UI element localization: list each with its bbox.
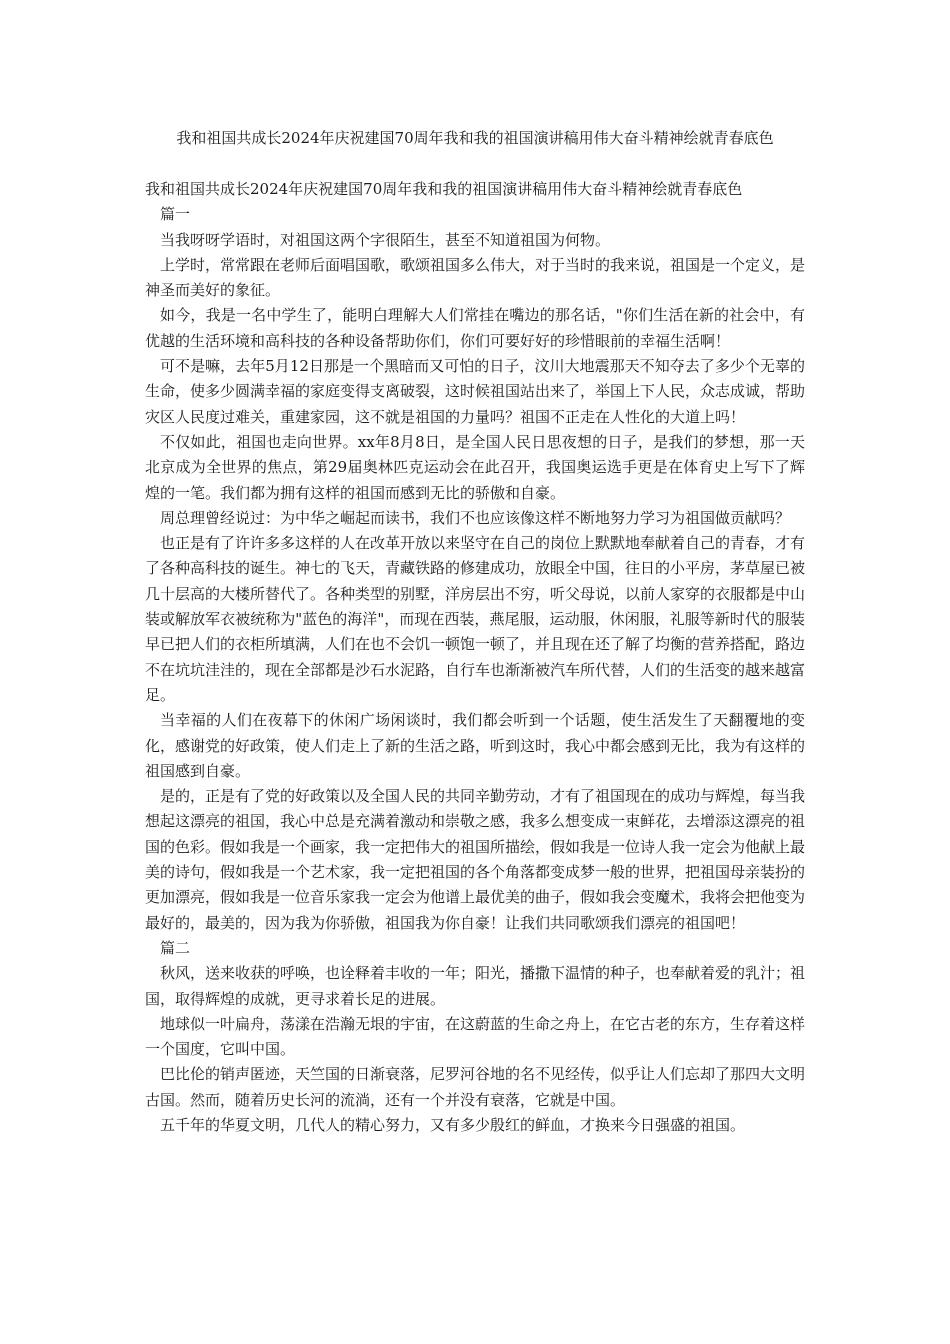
section-heading-2: 篇二: [160, 938, 191, 957]
paragraph: 是的，正是有了党的好政策以及全国人民的共同辛勤劳动，才有了祖国现在的成功与辉煌，每当我想起这漂亮的祖国，我心中总是充满着激动和崇敬之感，我多么想变成一束鲜花，去增添这漂亮的祖国的色彩。假如我是一个画家，我一定把伟大的祖国所描绘，假如我是一位诗人我一定会为他献上最美的诗句，假如我是一个艺术家，我一定把祖国的各个角落都变成梦一般的世界，把祖国母亲装扮的更加漂亮，假如我是一位音乐家我一定会为他谱上最优美的曲子，假如我会变魔术，我将会把他变为最好的，最美的，因为我为你骄傲，祖国我为你自豪！让我们共同歌颂我们漂亮的祖国吧！: [145, 787, 806, 932]
paragraph: 当我呀呀学语时，对祖国这两个字很陌生，甚至不知道祖国为何物。: [160, 230, 611, 249]
paragraph: 也正是有了许许多多这样的人在改革开放以来坚守在自己的岗位上默默地奉献着自己的青春，才有了各种高科技的诞生。神七的飞天，青藏铁路的修建成功，放眼全中国，往日的小平房，茅草屋已被几十层高的大楼所替代了。各种类型的别墅，洋房层出不穷，听父母说，以前人家穿的衣服都是中山装或解放军衣被统称为"蓝色的海洋"，而现在西装，燕尾服，运动服，休闲服，礼服等新时代的服装早已把人们的衣柜所填满，人们在也不会饥一顿饱一顿了，并且现在还了解了均衡的营养搭配，路边不在坑坑洼洼的，现在全部都是沙石水泥路，自行车也渐渐被汽车所代替，人们的生活变的越来越富足。: [145, 534, 806, 704]
paragraph: 可不是嘛，去年5月12日那是一个黑暗而又可怕的日子，汶川大地震那天不知夺去了多少个无辜的生命，使多少圆满幸福的家庭变得支离破裂，这时候祖国站出来了，举国上下人民，众志成诚，帮助灾区人民度过难关，重建家园，这不就是祖国的力量吗？祖国不正走在人性化的大道上吗！: [145, 357, 806, 426]
paragraph: 不仅如此，祖国也走向世界。xx年8月8日，是全国人民日思夜想的日子，是我们的梦想，那一天北京成为全世界的焦点，第29届奥林匹克运动会在此召开，我国奥运选手更是在体育史上写下了辉煌的一笔。我们都为拥有这样的祖国而感到无比的骄傲和自豪。: [145, 432, 805, 502]
paragraph: 上学时，常常跟在老师后面唱国歌，歌颂祖国多么伟大，对于当时的我来说，祖国是一个定义，是神圣而美好的象征。: [145, 255, 806, 300]
paragraph: 地球似一叶扁舟，荡漾在浩瀚无垠的宇宙，在这蔚蓝的生命之舟上，在它古老的东方，生存着这样一个国度，它叫中国。: [145, 1014, 806, 1059]
paragraph: 巴比伦的销声匿迹，天竺国的日渐衰落，尼罗河谷地的名不见经传，似乎让人们忘却了那四大文明古国。然而，随着历史长河的流淌，还有一个并没有衰落，它就是中国。: [145, 1065, 806, 1109]
section-heading-1: 篇一: [160, 205, 191, 224]
paragraph: 秋风，送来收获的呼唤，也诠释着丰收的一年；阳光，播撒下温情的种子，也奉献着爱的乳汁；祖国，取得辉煌的成就，更寻求着长足的进展。: [145, 964, 806, 1008]
paragraph: 五千年的华夏文明，几代人的精心努力，又有多少殷红的鲜血，才换来今日强盛的祖国。: [160, 1115, 746, 1134]
document-body: [145, 177, 805, 1138]
paragraph: 周总理曾经说过：为中华之崛起而读书，我们不也应该像这样不断地努力学习为祖国做贡献吗？: [160, 508, 791, 527]
subtitle-paragraph: 我和祖国共成长2024年庆祝建国70周年我和我的祖国演讲稿用伟大奋斗精神绘就青春底色: [145, 180, 743, 198]
paragraph: 如今，我是一名中学生了，能明白理解大人们常挂在嘴边的那名话，"你们生活在新的社会中，有优越的生活环境和高科技的各种设备帮助你们，你们可要好好的珍惜眼前的幸福生活啊！: [145, 306, 805, 350]
paragraph: 当幸福的人们在夜幕下的休闲广场闲谈时，我们都会听到一个话题，使生活发生了天翻覆地的变化，感谢党的好政策，使人们走上了新的生活之路，听到这时，我心中都会感到无比，我为有这样的祖国感到自豪。: [145, 711, 806, 780]
document-title: 我和祖国共成长2024年庆祝建国70周年我和我的祖国演讲稿用伟大奋斗精神绘就青春底色: [176, 129, 774, 147]
